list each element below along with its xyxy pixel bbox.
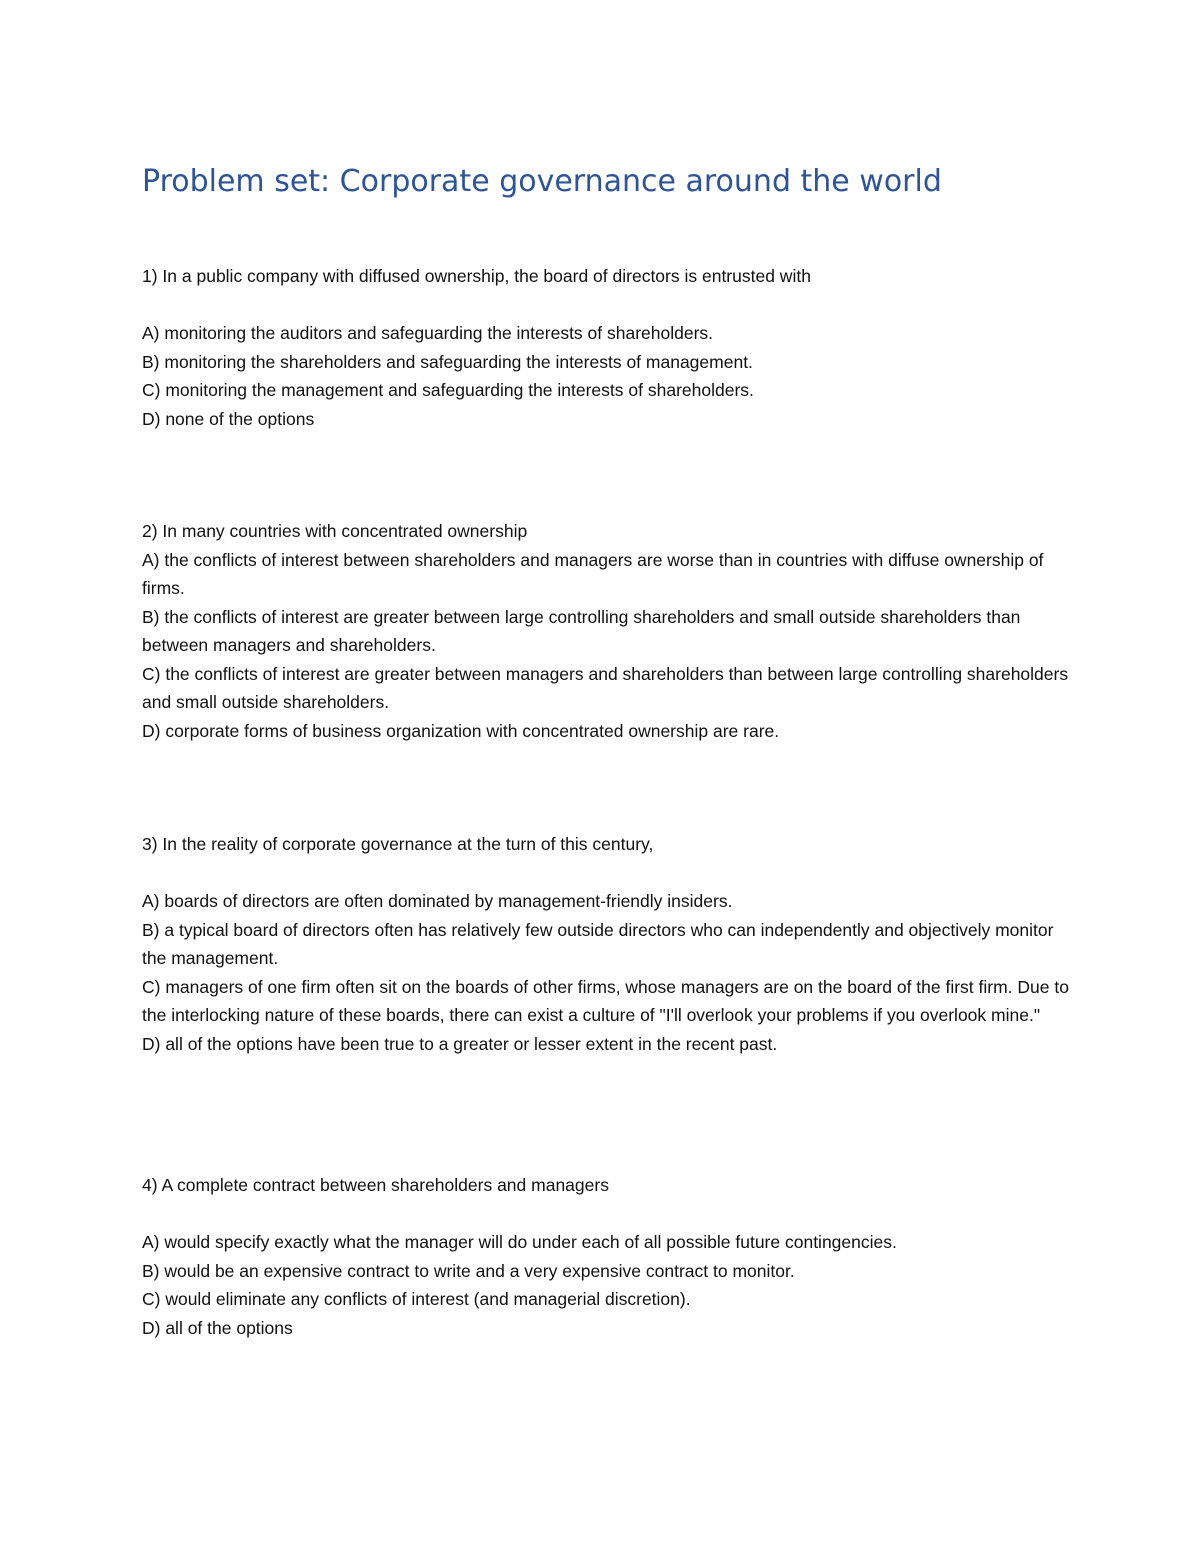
answer-option-d: D) all of the options bbox=[142, 1317, 293, 1338]
document-title: Problem set: Corporate governance around the world bbox=[142, 164, 942, 199]
spacer bbox=[142, 1200, 1072, 1229]
question-2 bbox=[142, 517, 1072, 745]
answer-option-b: B) would be an expensive contract to write and a very expensive contract to monitor. bbox=[142, 1260, 795, 1281]
question-4 bbox=[142, 1171, 1072, 1342]
answer-option-c: C) monitoring the management and safeguarding the interests of shareholders. bbox=[142, 380, 754, 400]
answer-option-a: A) monitoring the auditors and safeguarding the interests of shareholders. bbox=[142, 323, 714, 343]
answer-option-c: C) managers of one firm often sit on the boards of other firms, whose managers are on the board of the first firm. Due to the interlocking nature of these boards, there can exist a culture of "I'll overlook your problems if you overlook mine." bbox=[142, 976, 1069, 1025]
question-stem: 3) In the reality of corporate governance at the turn of this century, bbox=[142, 834, 654, 854]
answer-options bbox=[142, 546, 1072, 746]
answer-option-a: A) would specify exactly what the manager will do under each of all possible future contingencies. bbox=[142, 1232, 897, 1252]
question-stem: 2) In many countries with concentrated ownership bbox=[142, 521, 528, 541]
answer-option-b: B) the conflicts of interest are greater between large controlling shareholders and small outside shareholders than between managers and shareholders. bbox=[142, 606, 1021, 655]
answer-options bbox=[142, 887, 1072, 1058]
answer-option-c: C) would eliminate any conflicts of interest (and managerial discretion). bbox=[142, 1289, 691, 1309]
answer-option-d: D) all of the options have been true to a greater or lesser extent in the recent past. bbox=[142, 1033, 778, 1054]
answer-option-d: D) none of the options bbox=[142, 408, 315, 429]
answer-option-a: A) boards of directors are often dominated by management-friendly insiders. bbox=[142, 891, 733, 911]
answer-option-d: D) corporate forms of business organization with concentrated ownership are rare. bbox=[142, 720, 780, 741]
question-stem: 4) A complete contract between shareholders and managers bbox=[142, 1175, 609, 1195]
answer-option-a: A) the conflicts of interest between shareholders and managers are worse than in countries with diffuse ownership of firms. bbox=[142, 549, 1044, 598]
question-1 bbox=[142, 262, 1072, 433]
answer-option-b: B) monitoring the shareholders and safeguarding the interests of management. bbox=[142, 351, 753, 372]
answer-options bbox=[142, 1228, 1072, 1342]
answer-options bbox=[142, 319, 1072, 433]
answer-option-b: B) a typical board of directors often has relatively few outside directors who can independently and objectively monitor the management. bbox=[142, 919, 1054, 968]
answer-option-c: C) the conflicts of interest are greater between managers and shareholders than between large controlling shareholders and small outside shareholders. bbox=[142, 663, 1069, 712]
spacer bbox=[142, 859, 1072, 888]
question-3 bbox=[142, 830, 1072, 1058]
question-stem: 1) In a public company with diffused ownership, the board of directors is entrusted with bbox=[142, 266, 811, 286]
spacer bbox=[142, 291, 1072, 320]
